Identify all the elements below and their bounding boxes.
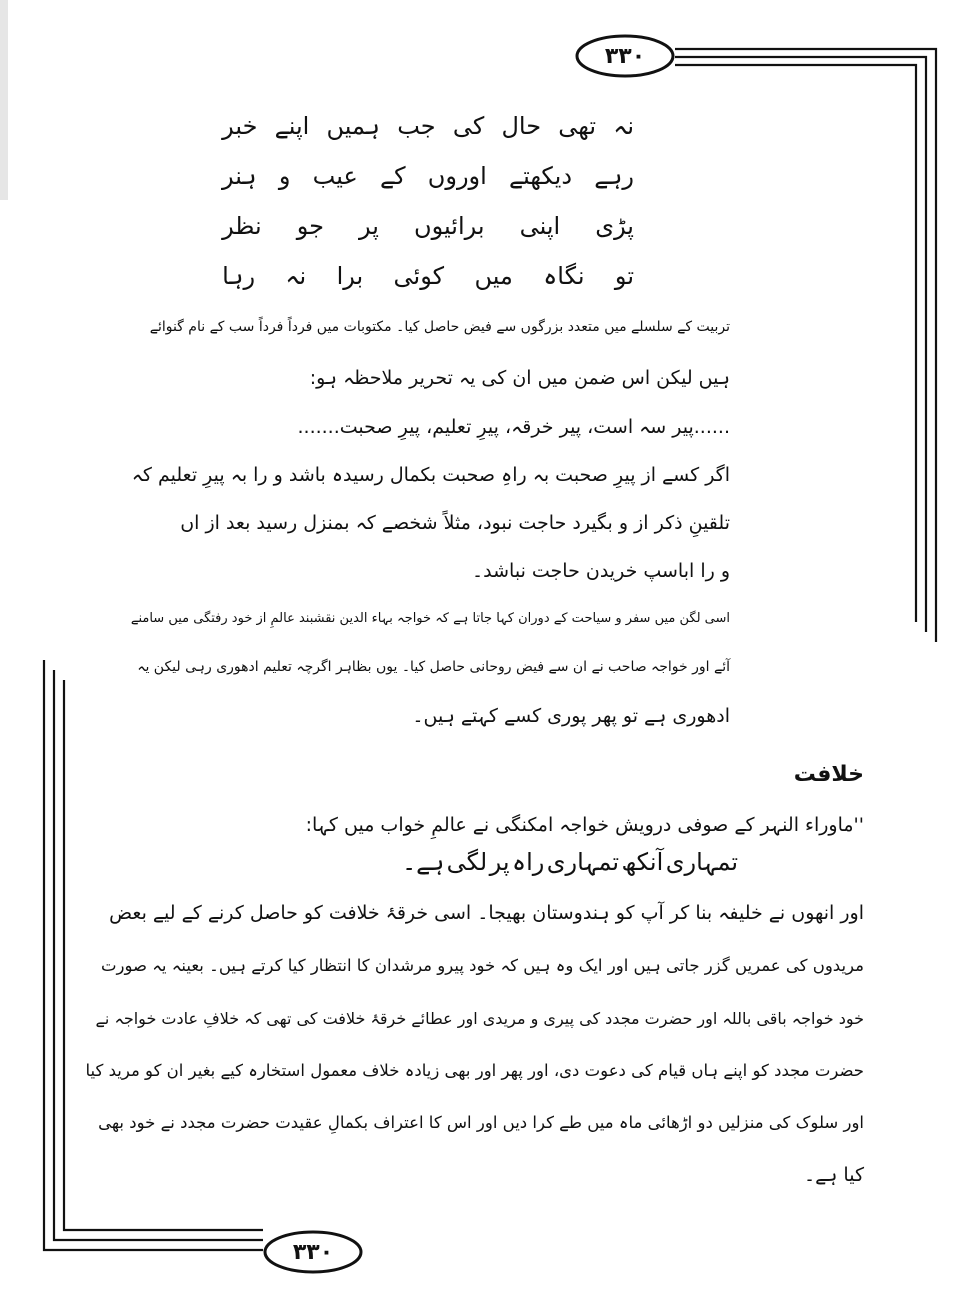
poem-word: ہمیں [326, 112, 380, 140]
paragraph-line: خود خواجہ باقی باللہ اور حضرت مجدد کی پیری و مریدی اور عطائے خرقۂ خلافت کی تھی کہ خلافِ عادت خواجہ نے [95, 1009, 864, 1028]
paragraph-line: ہیں لیکن اس ضمن میں ان کی یہ تحریر ملاحظہ ہو: [309, 367, 730, 389]
poem-line [222, 262, 634, 290]
paragraph-line: حضرت مجدد کو اپنے ہاں قیام کی دعوت دی، اور پھر اور بھی زیادہ خلاف معمول استخارہ کیے بغیر ان کو مرید کیا [85, 1061, 864, 1080]
quote-line: تلقینِ ذکر از و بگیرد حاجت نبود، مثلاً شخصے کہ بمنزل رسید بعد از اں [180, 512, 730, 534]
paragraph-line: اسی لگن میں سفر و سیاحت کے دوران کہا جاتا ہے کہ خواجہ بہاء الدین نقشبند عالمِ از خود رفتگی میں سامنے [130, 611, 730, 626]
poem-word: جب [397, 112, 436, 140]
paragraph-line: اور انھوں نے خلیفہ بنا کر آپ کو ہندوستان بھیجا۔ اسی خرقۂ خلافت کو حاصل کرنے کے لیے بعض [109, 902, 864, 924]
poem-word: پر [359, 212, 379, 240]
poem-word: تھی [558, 112, 597, 140]
quote-line: ......پیر سہ است، پیر خرقہ، پیرِ تعلیم، پیرِ صحبت....... [297, 416, 730, 438]
poem-word: کے [380, 162, 406, 190]
poem-line [222, 112, 634, 140]
poem-word: رہا [222, 262, 256, 290]
poem-word: برا [336, 262, 364, 290]
poem-word: اوروں [427, 162, 487, 190]
poem-word: برائیوں [414, 212, 485, 240]
poem-word: کوئی [393, 262, 445, 290]
poem-word: میں [474, 262, 513, 290]
page-number-bottom: ۳۳۰ [292, 1239, 334, 1265]
poem-line [222, 212, 634, 240]
poem-word: ہنر [222, 162, 257, 190]
verse-word: تمہاری [665, 848, 738, 876]
paragraph-line: اور سلوک کی منزلیں دو اڑھائی ماہ میں طے کرا دیں اور اس کا اعتراف بکمالِ عقیدت حضرت مجدد نے خود بھی [98, 1113, 864, 1132]
poem-word: عیب [312, 162, 358, 190]
paragraph-line: آئے اور خواجہ صاحب نے ان سے فیض روحانی حاصل کیا۔ یوں بظاہر اگرچہ تعلیم ادھوری رہی لیکن یہ [137, 659, 730, 675]
poem-line [222, 162, 634, 190]
paragraph-line: مریدوں کی عمریں گزر جاتی ہیں اور ایک وہ ہیں کہ خود پیرو مرشدان کا انتظار کیا کرتے ہیں۔ بعینہ یہ صورت [100, 956, 864, 975]
poem-word: جو [296, 212, 324, 240]
poem-word: نہ [613, 112, 634, 140]
verse-word: راہ [512, 848, 545, 876]
khilafat-verse [402, 848, 738, 876]
section-heading: خلافت [793, 762, 864, 787]
poem-word: کی [452, 112, 485, 140]
verse-word: پر [489, 848, 510, 876]
poem-word: و [278, 162, 291, 190]
verse-word: تمہاری [546, 848, 620, 876]
poem-word: نظر [222, 212, 262, 240]
poem-word: اپنے [274, 112, 310, 140]
poem-word: تو [614, 262, 634, 290]
page-number-top: ۳۳۰ [604, 43, 646, 69]
poem-word: حال [501, 112, 542, 140]
paragraph-line: کیا ہے۔ [803, 1164, 864, 1186]
poem-word: خبر [222, 112, 258, 140]
poem-word: نگاہ [543, 262, 585, 290]
poem-word: رہے [594, 162, 634, 190]
verse-word: ہے۔ [402, 848, 445, 876]
poem-word: اپنی [519, 212, 561, 240]
poem-word: پڑی [595, 212, 634, 240]
quote-intro-line: ''ماوراء النہر کے صوفی درویش خواجہ امکنگی نے عالمِ خواب میں کہا: [305, 814, 864, 836]
verse-word: آنکھ [621, 848, 664, 876]
quote-line: و را اباسپ خریدن حاجت نباشد۔ [472, 560, 730, 582]
poem-word: نہ [285, 262, 307, 290]
verse-word: لگی [446, 848, 488, 876]
paragraph-line: ادھوری ہے تو پھر پوری کسے کہتے ہیں۔ [412, 705, 730, 727]
paragraph-line: تربیت کے سلسلے میں متعدد بزرگوں سے فیض حاصل کیا۔ مکتوبات میں فرداً فرداً سب کے نام گنوائے [149, 319, 730, 335]
poem-word: دیکھتے [509, 162, 573, 190]
quote-line: اگر کسے از پیرِ صحبت بہ راہِ صحبت بکمال رسیدہ باشد و را بہ پیرِ تعلیم کہ [131, 464, 730, 486]
